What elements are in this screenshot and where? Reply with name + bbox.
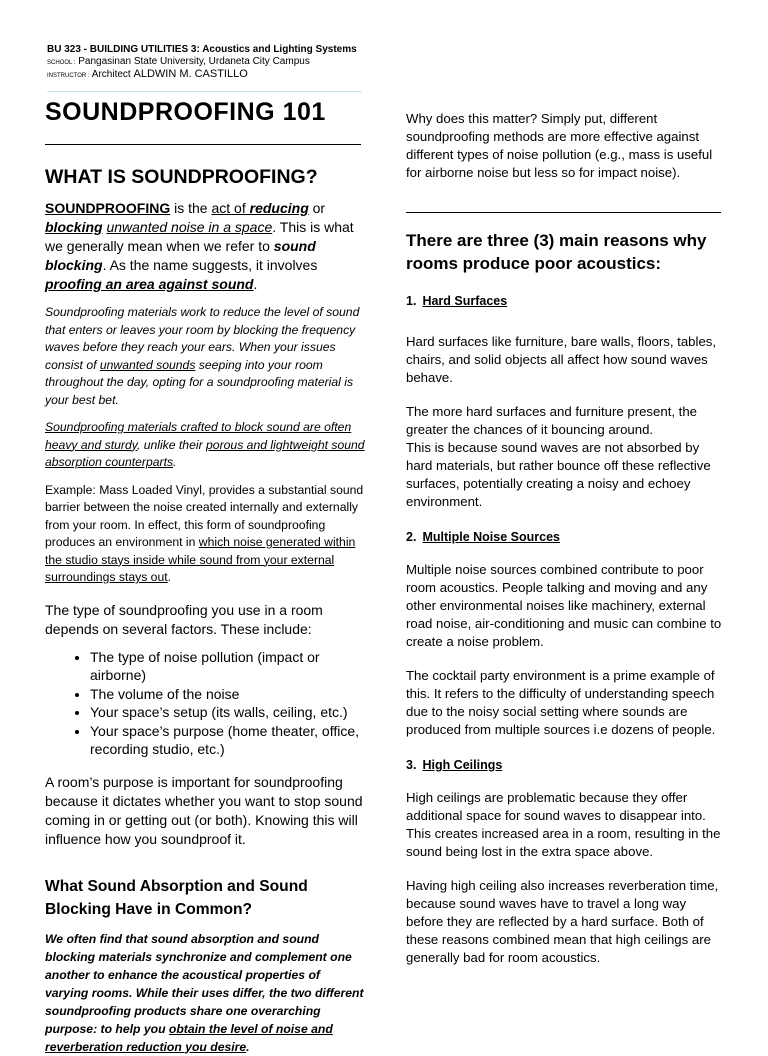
page-title: SOUNDPROOFING 101	[45, 98, 326, 126]
p4-text-b: .	[167, 570, 172, 584]
reason-paragraph: Multiple noise sources combined contribute to poor room acoustics. People talking and moving and any other environmental noises like machinery, external road noise, air-conditioning and music can combine to create a noise problem.	[406, 562, 722, 649]
p7-text-a: We often find that sound absorption and sound blocking materials synchronize and complement one another to enhance the acoustical properties of varying rooms. While their uses differ, the two different soundproofing products share one overarching purpose: to help you	[45, 931, 364, 1036]
intro-text-1: is the	[170, 200, 212, 216]
intro-or: or	[308, 200, 326, 216]
paragraph-factors: The type of soundproofing you use in a room depends on several factors. These include:	[45, 601, 323, 637]
reason-paragraph: The cocktail party environment is a prime example of this. It refers to the difficulty of understanding speech due to the noisy social setting where sounds are produced from multiple sources i.e dozens of people.	[406, 668, 716, 737]
reason-number: 2.	[406, 530, 417, 544]
reason-paragraph: The more hard surfaces and furniture present, the greater the chances of it bouncing around. This is because sound waves are not absorbed by hard materials, but rather bounce off these reflective surfaces, potentially creating a noisy and echoey environment.	[406, 404, 711, 509]
instructor-label: INSTRUCTOR :	[47, 73, 90, 79]
intro-text-3: . As the name suggests, it involves	[102, 257, 318, 273]
document-header	[47, 44, 367, 82]
left-column	[45, 96, 365, 1056]
reason-high-ceilings	[406, 757, 724, 967]
paragraph-example	[45, 482, 365, 587]
course-title: BU 323 - BUILDING UTILITIES 3: Acoustics and Lighting Systems	[47, 44, 357, 55]
list-item: • The volume of the noise	[90, 685, 365, 704]
subheading-common: What Sound Absorption and Sound Blocking Have in Common?	[45, 877, 308, 918]
intro-text-2: . This is what we generally mean when we refer to	[45, 219, 354, 254]
intro-text-4: .	[253, 276, 258, 292]
list-item: • Your space’s setup (its walls, ceiling, etc.)	[90, 703, 365, 722]
term-sound-blocking: sound blocking	[45, 238, 316, 273]
paragraph-heavy-sturdy	[45, 419, 365, 472]
instructor-prefix: Architect	[91, 69, 131, 80]
header-divider	[47, 91, 362, 92]
instructor-name: ALDWIN M. CASTILLO	[133, 68, 248, 80]
reason-heading	[406, 293, 724, 309]
term-proofing: proofing an area against sound	[45, 276, 254, 292]
paragraph-materials	[45, 304, 365, 409]
reason-heading	[406, 529, 724, 545]
p2-text-a: Soundproofing materials work to reduce the level of sound that enters or leaves your room by blocking the frequency waves before they reach your ears. When your issues consist of	[45, 305, 360, 372]
school-label: SCHOOL :	[47, 60, 76, 66]
p2-text-b: seeping into your room throughout the day, opting for a soundproofing material is your best bet.	[45, 357, 354, 407]
reason-heading	[406, 757, 724, 773]
school-name: Pangasinan State University, Urdaneta City Campus	[78, 56, 310, 67]
act-of: act of	[211, 200, 250, 216]
list-item: • The type of noise pollution (impact or airborne)	[90, 648, 365, 685]
p3-text-b: .	[173, 455, 177, 469]
term-soundproofing: SOUNDPROOFING	[45, 200, 171, 216]
paragraph-why-matter: Why does this matter? Simply put, different soundproofing methods are more effective against different types of noise pollution (e.g., mass is useful for airborne noise but less so for impact noise).	[406, 111, 713, 180]
p3-text-a: , unlike their	[136, 437, 207, 452]
right-column	[406, 110, 724, 967]
p7-text-b: .	[246, 1039, 250, 1054]
reason-title: Hard Surfaces	[422, 294, 508, 308]
reason-paragraph: High ceilings are problematic because they offer additional space for sound waves to disappear into. This creates increased area in a room, resulting in the sound being lost in the extra space above.	[406, 790, 721, 859]
reason-title: Multiple Noise Sources	[422, 530, 560, 544]
p3-underlined-2: porous and lightweight sound absorption counterparts	[45, 437, 365, 469]
p4-text-a: Example: Mass Loaded Vinyl, provides a substantial sound barrier between the noise created internally and externally from your room. In effect, this form of soundproofing produces an environment in	[45, 482, 364, 549]
paragraph-purpose: A room’s purpose is important for soundproofing because it dictates whether you want to stop sound coming in or getting out (or both). Knowing this will influence how you soundproof it.	[45, 773, 363, 847]
reason-hard-surfaces	[406, 293, 724, 511]
intro-paragraph	[45, 199, 365, 294]
reason-title: High Ceilings	[422, 758, 503, 772]
list-item: • Your space’s purpose (home theater, office, recording studio, etc.)	[90, 722, 365, 759]
instructor-line	[47, 69, 367, 82]
reason-number: 1.	[406, 294, 417, 308]
reason-paragraph: Hard surfaces like furniture, bare walls, floors, tables, chairs, and solid objects all affect how sound waves behave.	[406, 334, 717, 385]
p7-underlined: obtain the level of noise and reverberation reduction you desire	[45, 1021, 333, 1054]
p2-underlined: unwanted sounds	[99, 357, 196, 372]
p3-underlined-1: Soundproofing materials crafted to block sound are often heavy and sturdy	[45, 420, 352, 452]
reasons-heading: There are three (3) main reasons why rooms produce poor acoustics:	[406, 231, 707, 273]
reason-paragraph: Having high ceiling also increases reverberation time, because sound waves have to travel a long way before they are reflected by a hard surface. Both of these reasons combined mean that high ceilings are generally bad for room acoustics.	[406, 878, 719, 965]
unwanted-noise: unwanted noise in a space	[106, 219, 273, 235]
term-blocking: blocking	[45, 219, 103, 235]
section-heading-what-is: WHAT IS SOUNDPROOFING?	[45, 166, 318, 188]
term-reducing: reducing	[249, 200, 309, 216]
right-divider	[406, 212, 721, 213]
factors-list	[45, 648, 365, 759]
title-rule	[45, 144, 361, 145]
paragraph-synchronize	[45, 930, 365, 1056]
reason-multiple-noise	[406, 529, 724, 739]
p4-underlined: which noise generated within the studio stays inside while sound from your external surroundings stays out	[45, 535, 356, 584]
reason-number: 3.	[406, 758, 417, 772]
